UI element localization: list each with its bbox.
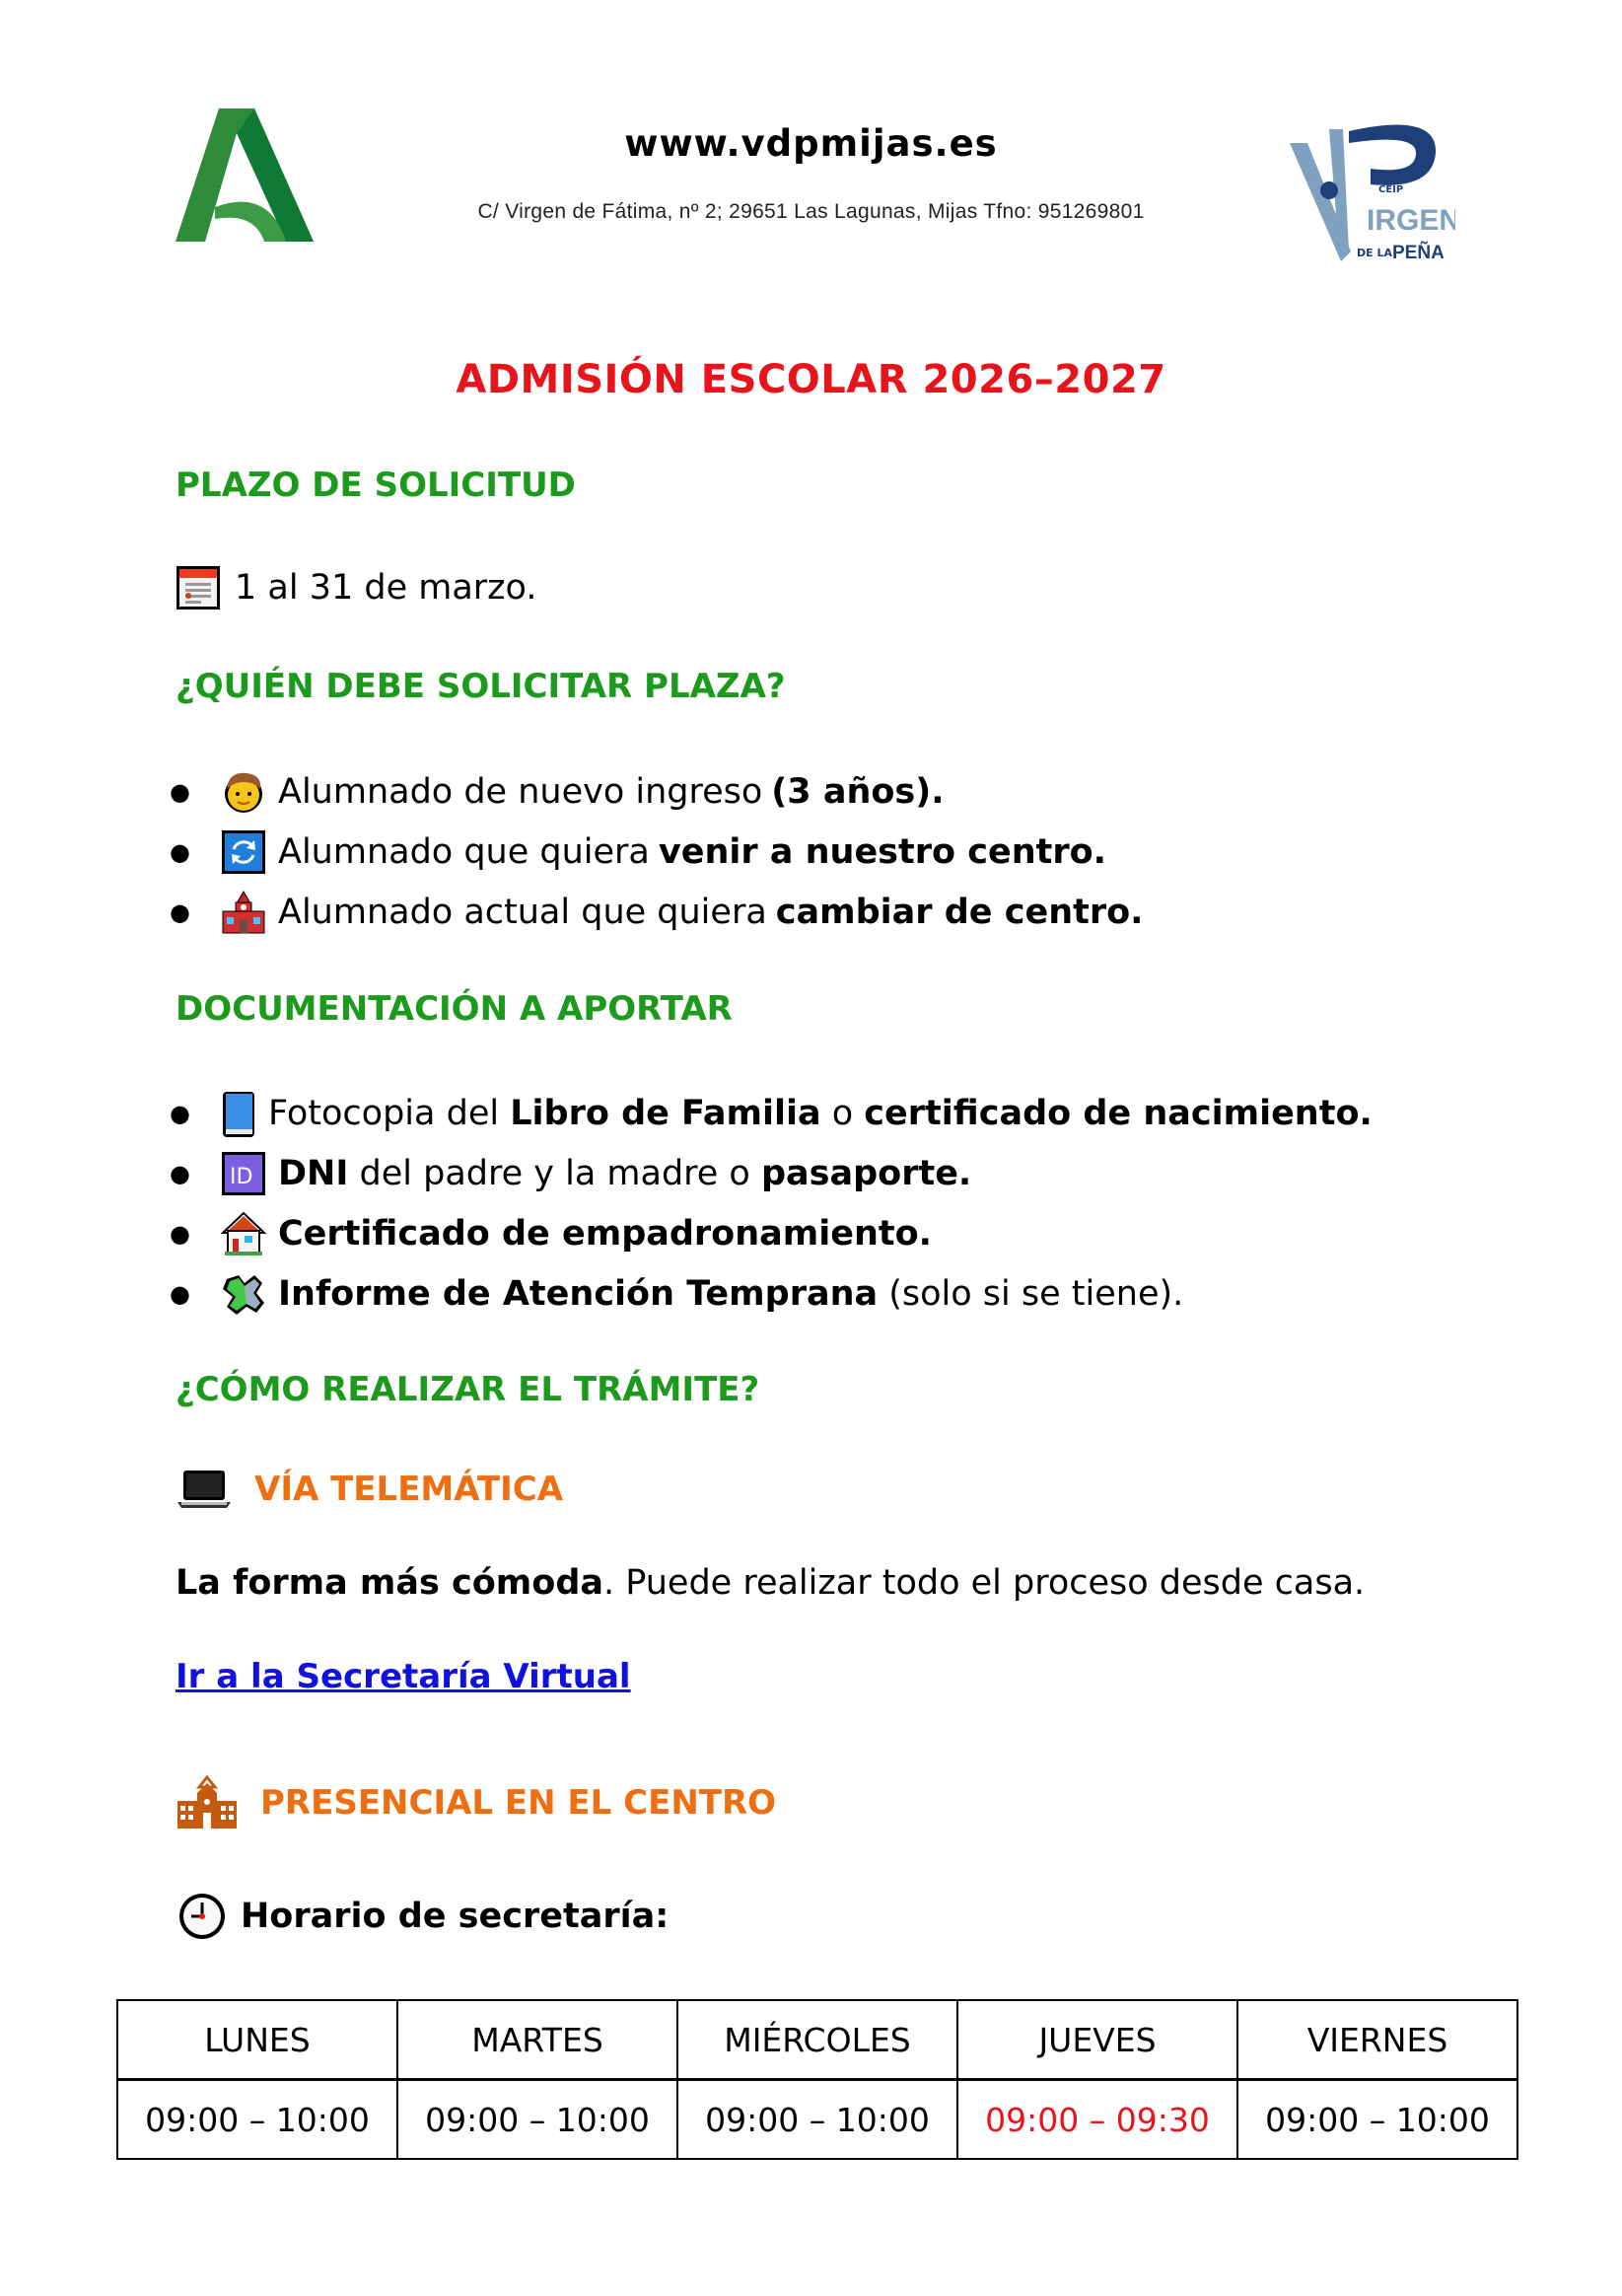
building-icon	[177, 1775, 237, 1830]
horario-label: Horario de secretaría:	[241, 1897, 670, 1936]
bullet: ●	[170, 1160, 190, 1187]
bullet: ●	[170, 1220, 190, 1248]
school-address: C/ Virgen de Fátima, nº 2; 29651 Las Lagunas, Mijas Tfno: 951269801	[477, 200, 1145, 223]
plazo-date-text: 1 al 31 de marzo.	[235, 568, 537, 608]
svg-text:CEIP: CEIP	[1378, 184, 1404, 195]
calendar-icon	[176, 565, 221, 610]
heading-como: ¿CÓMO REALIZAR EL TRÁMITE?	[176, 1370, 760, 1409]
heading-quien: ¿QUIÉN DEBE SOLICITAR PLAZA?	[176, 667, 786, 706]
secretaria-virtual-link[interactable]: Ir a la Secretaría Virtual	[176, 1657, 631, 1696]
svg-text:DE LA: DE LA	[1357, 247, 1392, 259]
list-item: ● Alumnado actual que quiera cambiar de centro.	[168, 887, 1143, 938]
hours-friday: 09:00 – 10:00	[1237, 2080, 1517, 2160]
puzzle-piece-icon	[221, 1271, 266, 1317]
bullet: ●	[170, 778, 190, 806]
list-item: ● Alumnado que quiera venir a nuestro centro.	[168, 826, 1106, 878]
day-monday: LUNES	[117, 2000, 397, 2080]
refresh-arrows-icon	[221, 829, 266, 875]
svg-text:IRGEN: IRGEN	[1367, 204, 1455, 237]
heading-plazo: PLAZO DE SOLICITUD	[176, 466, 576, 505]
plazo-date-line	[176, 565, 536, 610]
hours-tuesday: 09:00 – 10:00	[397, 2080, 677, 2160]
heading-documentacion: DOCUMENTACIÓN A APORTAR	[176, 989, 733, 1029]
day-tuesday: MARTES	[397, 2000, 677, 2080]
list-item: ● Certificado de empadronamiento.	[168, 1208, 932, 1259]
svg-text:ID: ID	[230, 1165, 253, 1189]
clock-icon	[177, 1892, 227, 1941]
day-friday: VIERNES	[1237, 2000, 1517, 2080]
svg-text:PEÑA: PEÑA	[1392, 243, 1445, 263]
list-item: ● ID DNI del padre y la madre o pasaporte.	[168, 1148, 971, 1199]
child-face-icon	[221, 769, 266, 815]
telematica-heading-row	[177, 1470, 563, 1509]
page-title: ADMISIÓN ESCOLAR 2026–2027	[456, 357, 1166, 402]
hours-monday: 09:00 – 10:00	[117, 2080, 397, 2160]
bullet: ●	[170, 898, 190, 926]
schedule-table	[116, 1999, 1518, 2160]
hours-wednesday: 09:00 – 10:00	[677, 2080, 957, 2160]
schedule-hours-row	[117, 2080, 1517, 2160]
blue-book-icon	[221, 1091, 256, 1136]
presencial-heading-row	[177, 1775, 776, 1830]
list-item: ● Informe de Atención Temprana (solo si se tiene).	[168, 1268, 1183, 1320]
list-item: ● Alumnado de nuevo ingreso (3 años).	[168, 766, 945, 818]
ceip-virgen-de-la-pena-logo	[1290, 113, 1455, 269]
bullet: ●	[170, 838, 190, 866]
schedule-header-row	[117, 2000, 1517, 2080]
website-url[interactable]: www.vdpmijas.es	[624, 122, 998, 165]
telematica-description: La forma más cómoda . Puede realizar todo el proceso desde casa.	[176, 1563, 1366, 1603]
day-thursday: JUEVES	[957, 2000, 1237, 2080]
house-icon	[221, 1211, 266, 1256]
bullet: ●	[170, 1280, 190, 1308]
hours-thursday: 09:00 – 09:30	[957, 2080, 1237, 2160]
day-wednesday: MIÉRCOLES	[677, 2000, 957, 2080]
laptop-icon	[177, 1470, 231, 1509]
list-item: ● Fotocopia del Libro de Familia o certificado de nacimiento.	[168, 1088, 1373, 1139]
heading-presencial: PRESENCIAL EN EL CENTRO	[260, 1783, 777, 1823]
id-badge-icon	[221, 1151, 266, 1196]
heading-telematica: VÍA TELEMÁTICA	[254, 1470, 564, 1509]
bullet: ●	[170, 1100, 190, 1127]
school-building-icon	[221, 890, 266, 935]
horario-label-row	[177, 1892, 669, 1941]
